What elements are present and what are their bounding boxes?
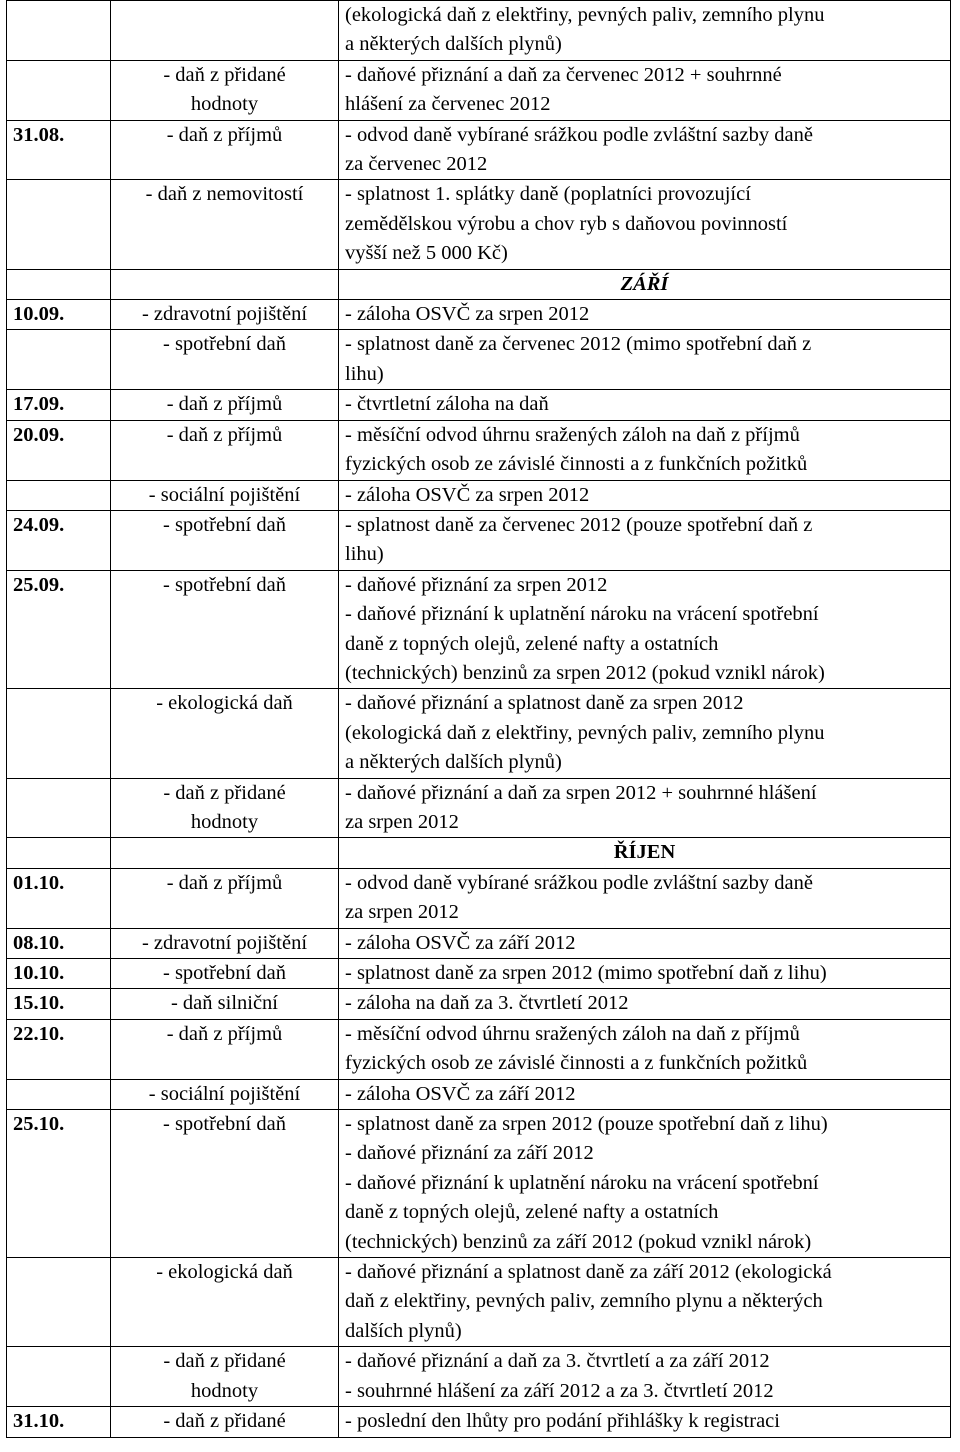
- table-row: [7, 1110, 951, 1258]
- tax-type-line: - spotřební daň: [163, 962, 286, 984]
- table-row: [7, 689, 951, 778]
- deadline-date: 10.09.: [7, 300, 111, 330]
- tax-type-line: - spotřební daň: [163, 1113, 286, 1136]
- obligation-line: fyzických osob ze závislé činnosti a z funkčních požitků: [345, 1052, 808, 1075]
- table-row: [7, 959, 951, 989]
- month-header: ŘÍJEN: [339, 838, 951, 868]
- deadline-date: 17.09.: [7, 390, 111, 420]
- deadline-date: 20.09.: [7, 420, 111, 480]
- obligation-description: [339, 989, 951, 1019]
- obligation-line: za srpen 2012: [345, 901, 459, 924]
- obligation-description: [339, 928, 951, 958]
- tax-type-line: hodnoty: [190, 93, 259, 116]
- deadline-date: [7, 1, 111, 61]
- deadline-date: [7, 778, 111, 838]
- tax-calendar-body: [7, 1, 951, 1438]
- obligation-description: [339, 959, 951, 989]
- tax-type: [111, 868, 339, 928]
- table-row: [7, 1, 951, 61]
- deadline-date: [7, 330, 111, 390]
- table-row: [7, 868, 951, 928]
- obligation-line: - daňové přiznání a splatnost daně za září 2012 (ekologická: [345, 1261, 832, 1284]
- tax-type-line: hodnoty: [190, 1379, 259, 1402]
- obligation-description: [339, 120, 951, 180]
- table-row: [7, 570, 951, 689]
- obligation-line: daně z topných olejů, zelené nafty a ostatních: [345, 1201, 719, 1224]
- obligation-line: - měsíční odvod úhrnu sražených záloh na daň z příjmů: [345, 423, 800, 446]
- obligation-line: - splatnost daně za červenec 2012 (pouze spotřební daň z: [345, 513, 813, 536]
- tax-type-line: - daň z přidané: [163, 63, 286, 86]
- table-row: [7, 300, 951, 330]
- obligation-description: [339, 570, 951, 689]
- obligation-line: zemědělskou výrobu a chov ryb s daňovou povinností: [345, 212, 788, 235]
- obligation-description: [339, 390, 951, 420]
- deadline-date: [7, 1347, 111, 1407]
- tax-type: [111, 1258, 339, 1347]
- tax-type: [111, 330, 339, 390]
- tax-calendar-table: [6, 0, 951, 1438]
- deadline-date: [7, 1258, 111, 1347]
- table-row: [7, 778, 951, 838]
- deadline-date: 25.10.: [7, 1110, 111, 1258]
- obligation-line: - záloha na daň za 3. čtvrtletí 2012: [345, 992, 629, 1015]
- obligation-line: (ekologická daň z elektřiny, pevných paliv, zemního plynu: [345, 4, 825, 26]
- tax-type-line: - daň silniční: [170, 992, 279, 1015]
- table-row: [7, 480, 951, 510]
- tax-type-line: - ekologická daň: [156, 692, 293, 715]
- obligation-line: - odvod daně vybírané srážkou podle zvláštní sazby daně: [345, 871, 813, 894]
- obligation-line: - splatnost daně za srpen 2012 (pouze spotřební daň z lihu): [345, 1113, 828, 1136]
- obligation-description: [339, 689, 951, 778]
- tax-type: [111, 1019, 339, 1079]
- tax-type: [111, 928, 339, 958]
- deadline-date: 31.08.: [7, 120, 111, 180]
- obligation-line: (technických) benzinů za srpen 2012 (pokud vznikl nárok): [345, 661, 825, 684]
- tax-type: [111, 180, 339, 269]
- tax-type: [111, 1347, 339, 1407]
- tax-type: [111, 689, 339, 778]
- tax-type-line: - daň z nemovitostí: [145, 183, 304, 206]
- deadline-date: [7, 480, 111, 510]
- table-row: [7, 510, 951, 570]
- obligation-line: vyšší než 5 000 Kč): [345, 242, 508, 265]
- obligation-line: - záloha OSVČ za srpen 2012: [345, 303, 590, 326]
- tax-type-line: - sociální pojištění: [148, 483, 301, 506]
- obligation-description: [339, 510, 951, 570]
- tax-type-line: - daň z přidané: [163, 1410, 286, 1433]
- table-row: [7, 1019, 951, 1079]
- month-header-empty-cell: [7, 269, 111, 299]
- obligation-line: hlášení za červenec 2012: [345, 93, 551, 116]
- tax-type: [111, 1407, 339, 1437]
- obligation-line: fyzických osob ze závislé činnosti a z funkčních požitků: [345, 453, 808, 476]
- month-header-row: [7, 838, 951, 868]
- obligation-description: [339, 1347, 951, 1407]
- obligation-line: - poslední den lhůty pro podání přihlášky k registraci: [345, 1410, 780, 1433]
- obligation-description: [339, 1110, 951, 1258]
- obligation-line: daň z elektřiny, pevných paliv, zemního plynu a některých: [345, 1290, 823, 1313]
- tax-type: [111, 1, 339, 61]
- obligation-line: za červenec 2012: [345, 153, 488, 176]
- tax-type-line: - daň z příjmů: [166, 123, 283, 146]
- table-row: [7, 420, 951, 480]
- obligation-line: a některých dalších plynů): [345, 751, 562, 774]
- table-row: [7, 1347, 951, 1407]
- tax-type: [111, 989, 339, 1019]
- obligation-description: [339, 1, 951, 61]
- month-header-row: [7, 269, 951, 299]
- obligation-line: - souhrnné hlášení za září 2012 a za 3. čtvrtletí 2012: [345, 1379, 774, 1402]
- deadline-date: 08.10.: [7, 928, 111, 958]
- obligation-line: - splatnost 1. splátky daně (poplatníci provozující: [345, 183, 751, 206]
- month-header-empty-cell: [7, 838, 111, 868]
- tax-type: [111, 1079, 339, 1109]
- tax-type-line: - spotřební daň: [163, 573, 286, 596]
- obligation-line: - daňové přiznání k uplatnění nároku na vrácení spotřební: [345, 1171, 819, 1194]
- obligation-description: [339, 778, 951, 838]
- obligation-line: - daňové přiznání k uplatnění nároku na vrácení spotřební: [345, 603, 819, 626]
- obligation-line: - záloha OSVČ za září 2012: [345, 1082, 576, 1105]
- tax-type-line: - spotřební daň: [163, 513, 286, 536]
- tax-type-line: - spotřební daň: [163, 333, 286, 356]
- obligation-line: - záloha OSVČ za srpen 2012: [345, 483, 590, 506]
- obligation-line: (ekologická daň z elektřiny, pevných paliv, zemního plynu: [345, 721, 825, 744]
- tax-type-line: - daň z přidané: [163, 1350, 286, 1373]
- table-row: [7, 180, 951, 269]
- obligation-description: [339, 1258, 951, 1347]
- tax-type: [111, 480, 339, 510]
- tax-calendar-page: [6, 0, 950, 1438]
- obligation-line: dalších plynů): [345, 1319, 462, 1342]
- obligation-description: [339, 330, 951, 390]
- tax-type-line: - ekologická daň: [156, 1261, 293, 1284]
- obligation-line: - daňové přiznání za srpen 2012: [345, 573, 608, 596]
- obligation-line: - odvod daně vybírané srážkou podle zvláštní sazby daně: [345, 123, 813, 146]
- tax-type-line: - daň z příjmů: [166, 1022, 283, 1045]
- tax-type-line: - daň z příjmů: [166, 871, 283, 894]
- tax-type: [111, 1110, 339, 1258]
- obligation-line: lihu): [345, 362, 384, 385]
- tax-type: [111, 390, 339, 420]
- tax-type-line: - zdravotní pojištění: [141, 303, 308, 326]
- tax-type: [111, 510, 339, 570]
- deadline-date: [7, 180, 111, 269]
- tax-type: [111, 570, 339, 689]
- tax-type: [111, 120, 339, 180]
- obligation-description: [339, 868, 951, 928]
- tax-type-line: - daň z přidané: [163, 781, 286, 804]
- table-row: [7, 1079, 951, 1109]
- obligation-line: (technických) benzinů za září 2012 (pokud vznikl nárok): [345, 1230, 812, 1253]
- deadline-date: 31.10.: [7, 1407, 111, 1437]
- table-row: [7, 60, 951, 120]
- obligation-description: [339, 1019, 951, 1079]
- obligation-line: a některých dalších plynů): [345, 33, 562, 56]
- tax-type-line: - sociální pojištění: [148, 1082, 301, 1105]
- tax-type-line: hodnoty: [190, 810, 259, 833]
- obligation-line: - daňové přiznání a daň za červenec 2012 + souhrnné: [345, 63, 782, 86]
- obligation-line: - splatnost daně za červenec 2012 (mimo spotřební daň z: [345, 333, 812, 356]
- table-row: [7, 1258, 951, 1347]
- obligation-description: [339, 60, 951, 120]
- table-row: [7, 120, 951, 180]
- obligation-description: [339, 420, 951, 480]
- deadline-date: [7, 60, 111, 120]
- deadline-date: 25.09.: [7, 570, 111, 689]
- obligation-line: - čtvrtletní záloha na daň: [345, 393, 549, 416]
- month-header: ZÁŘÍ: [339, 269, 951, 299]
- table-row: [7, 989, 951, 1019]
- tax-type: [111, 420, 339, 480]
- obligation-line: - daňové přiznání a daň za 3. čtvrtletí a za září 2012: [345, 1350, 770, 1373]
- tax-type-line: - daň z příjmů: [166, 393, 283, 416]
- tax-type: [111, 778, 339, 838]
- deadline-date: 01.10.: [7, 868, 111, 928]
- table-row: [7, 390, 951, 420]
- obligation-line: za srpen 2012: [345, 810, 459, 833]
- obligation-line: - daňové přiznání a splatnost daně za srpen 2012: [345, 692, 744, 715]
- obligation-line: lihu): [345, 543, 384, 566]
- obligation-description: [339, 1079, 951, 1109]
- deadline-date: 24.09.: [7, 510, 111, 570]
- tax-type-line: - zdravotní pojištění: [141, 931, 308, 954]
- obligation-line: daně z topných olejů, zelené nafty a ostatních: [345, 632, 719, 655]
- obligation-line: - záloha OSVČ za září 2012: [345, 931, 576, 954]
- tax-type: [111, 300, 339, 330]
- obligation-line: - splatnost daně za srpen 2012 (mimo spotřební daň z lihu): [345, 962, 827, 984]
- tax-type: [111, 959, 339, 989]
- deadline-date: 22.10.: [7, 1019, 111, 1079]
- deadline-date: 15.10.: [7, 989, 111, 1019]
- deadline-date: 10.10.: [7, 959, 111, 989]
- table-row: [7, 330, 951, 390]
- tax-type-line: - daň z příjmů: [166, 423, 283, 446]
- obligation-line: - daňové přiznání a daň za srpen 2012 + souhrnné hlášení: [345, 781, 817, 804]
- table-row: [7, 928, 951, 958]
- obligation-description: [339, 1407, 951, 1437]
- tax-type: [111, 60, 339, 120]
- month-header-empty-cell: [111, 838, 339, 868]
- obligation-line: - daňové přiznání za září 2012: [345, 1142, 594, 1165]
- obligation-description: [339, 480, 951, 510]
- deadline-date: [7, 689, 111, 778]
- deadline-date: [7, 1079, 111, 1109]
- table-row: [7, 1407, 951, 1437]
- obligation-line: - měsíční odvod úhrnu sražených záloh na daň z příjmů: [345, 1022, 800, 1045]
- obligation-description: [339, 180, 951, 269]
- obligation-description: [339, 300, 951, 330]
- month-header-empty-cell: [111, 269, 339, 299]
